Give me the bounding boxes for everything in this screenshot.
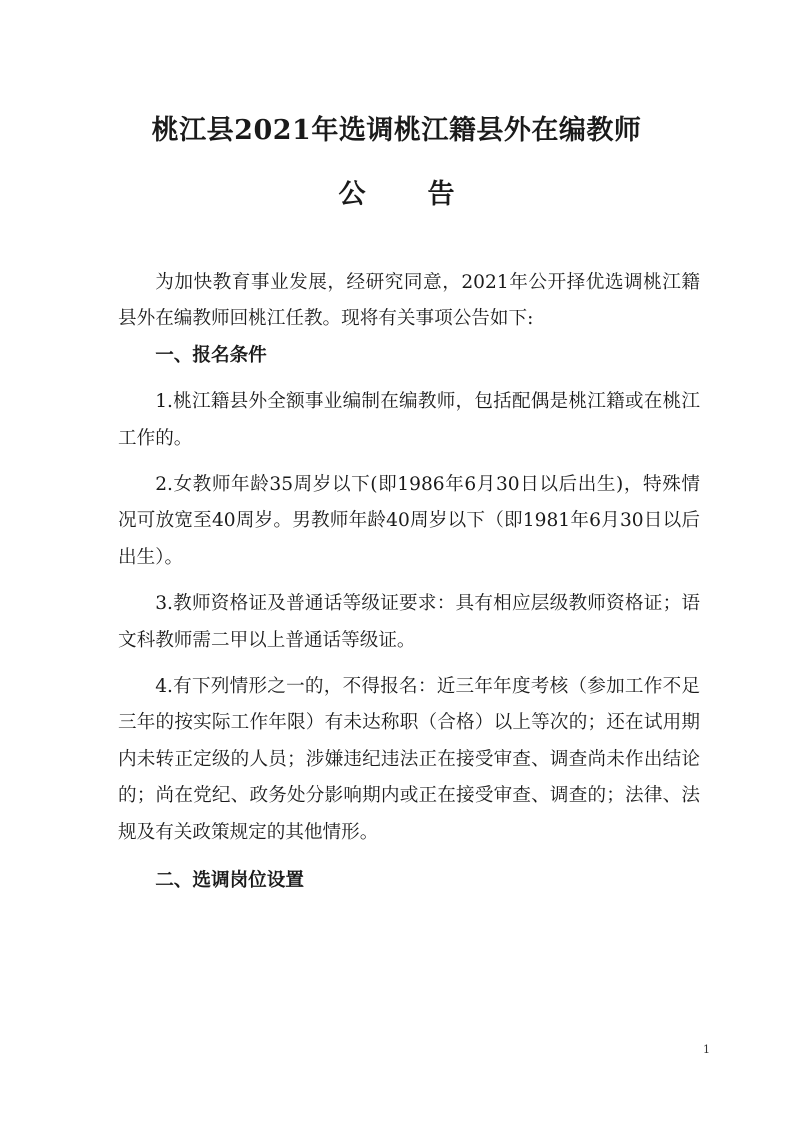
intro-paragraph: 为加快教育事业发展，经研究同意，2021年公开择优选调桃江籍县外在编教师回桃江任教。现将有关事项公告如下: [118,272,700,330]
section-heading-requirements: 一、报名条件 [155,344,267,366]
requirement-item-4: 4.有下列情形之一的，不得报名：近三年年度考核（参加工作不足三年的按实际工作年限）有未达称职（合格）以上等次的；还在试用期内未转正定级的人员；涉嫌违纪违法正在接受审查、调查尚未作出结论的；尚在党纪、政务处分影响期内或正在接受审查、调查的；法律、法规及有关政策规定的其他情形。 [118,676,700,843]
page-number: 1 [703,1043,710,1056]
requirement-item-2: 2.女教师年龄35周岁以下(即1986年6月30日以后出生)，特殊情况可放宽至40周岁。男教师年龄40周岁以下（即1981年6月30日以后出生）。 [118,474,700,568]
requirement-item-3: 3.教师资格证及普通话等级证要求：具有相应层级教师资格证；语文科教师需二甲以上普通话等级证。 [118,593,700,651]
section-heading-positions: 二、选调岗位设置 [155,870,304,892]
document-subtitle: 公告 [338,179,517,210]
requirement-item-1: 1.桃江籍县外全额事业编制在编教师，包括配偶是桃江籍或在桃江工作的。 [118,391,700,449]
document-title: 桃江县2021年选调桃江籍县外在编教师 [151,115,642,146]
document-body [118,265,700,900]
